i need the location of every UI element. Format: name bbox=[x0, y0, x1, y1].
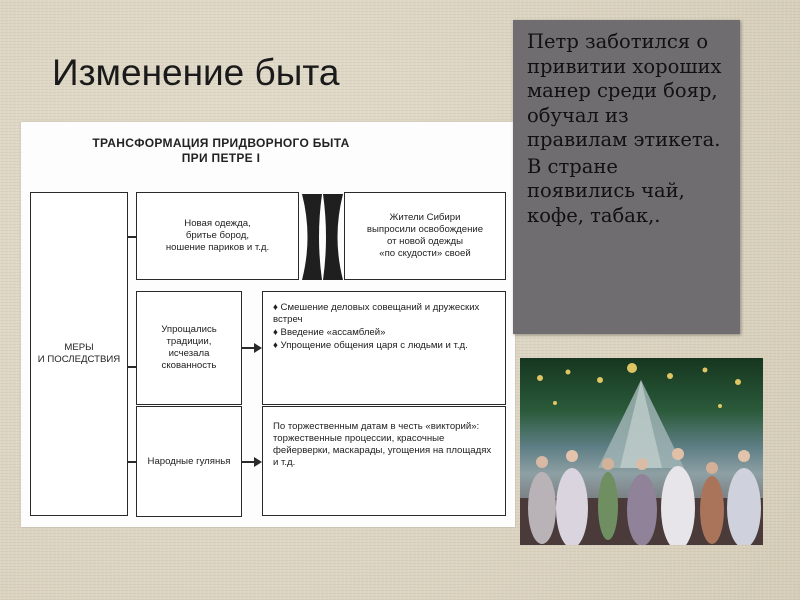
transformation-diagram bbox=[21, 122, 515, 527]
list-item: ♦ Смешение деловых совещаний и дружеских встреч bbox=[273, 302, 480, 325]
effect-box-siberia: Жители Сибири выпросили освобождение от новой одежды «по скудости» своей bbox=[344, 192, 506, 280]
note-panel bbox=[513, 20, 740, 334]
cause-box-traditions: Упрощались традиции, исчезала скованность bbox=[136, 291, 242, 405]
effect-box-celebrations: По торжественным датам в честь «викторий»: торжественные процессии, красочные фейерверки, маскарады, угощения на площадях и т.д. bbox=[262, 406, 506, 516]
contrast-bowtie-icon bbox=[301, 194, 344, 280]
slide-title: Изменение быта bbox=[52, 52, 340, 93]
diagram-title: ТРАНСФОРМАЦИЯ ПРИДВОРНОГО БЫТА ПРИ ПЕТРЕ I bbox=[92, 136, 350, 165]
effect-box-assemblies bbox=[262, 291, 506, 405]
arrow-right-icon bbox=[254, 457, 262, 467]
arrow-right-icon bbox=[254, 343, 262, 353]
cause-box-festivals: Народные гулянья bbox=[136, 406, 242, 517]
note-paragraph-tea: В стране появились чай, кофе, табак,. bbox=[527, 154, 685, 227]
measures-box: МЕРЫ И ПОСЛЕДСТВИЯ bbox=[30, 192, 128, 516]
connector bbox=[128, 366, 136, 368]
connector bbox=[128, 236, 136, 238]
note-paragraph-manners: Петр заботился о привитии хороших манер среди бояр, обучал из правилам этикета. bbox=[527, 30, 722, 151]
list-item: ♦ Упрощение общения царя с людьми и т.д. bbox=[273, 340, 468, 351]
ball-scene-image bbox=[520, 358, 763, 545]
cause-box-clothing: Новая одежда, бритье бород, ношение париков и т.д. bbox=[136, 192, 299, 280]
list-item: ♦ Введение «ассамблей» bbox=[273, 327, 386, 338]
connector bbox=[128, 461, 136, 463]
